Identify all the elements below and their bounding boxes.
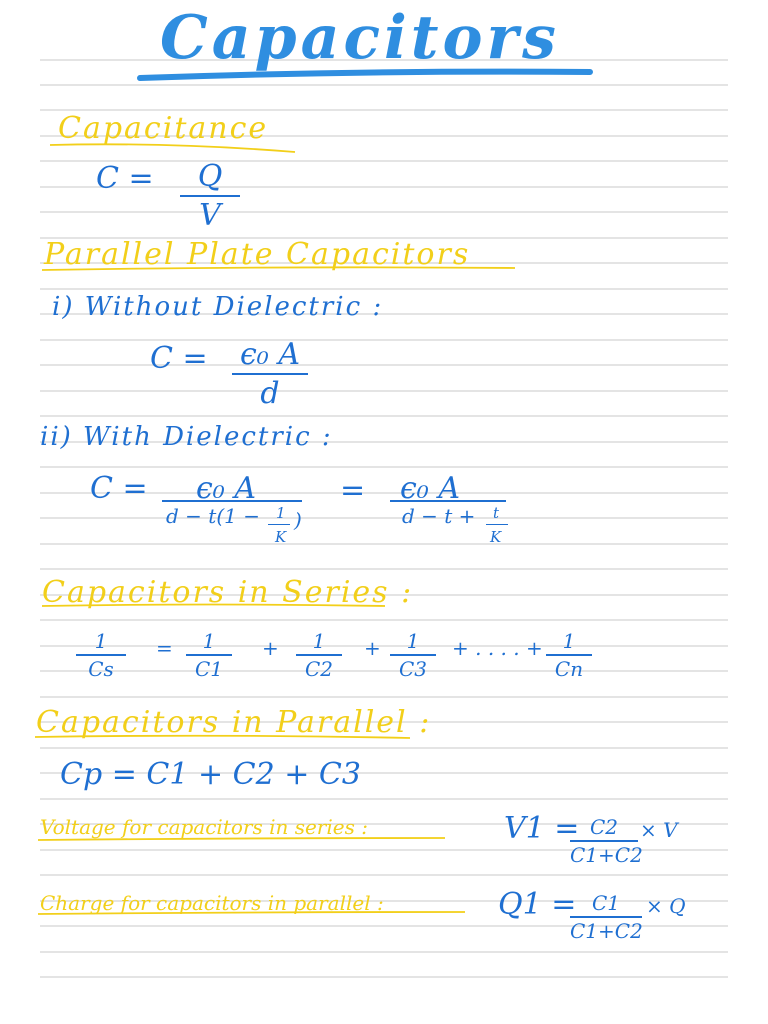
- with-fraction-bar-2: [390, 500, 506, 502]
- capacitance-numerator: Q: [197, 159, 223, 194]
- charge-rhs: × Q: [646, 894, 686, 918]
- series-term-denominator: C1: [194, 657, 224, 681]
- voltage-fraction: [570, 815, 643, 867]
- page-title: Capacitors: [160, 3, 560, 73]
- fraction-bar: [232, 373, 308, 375]
- capacitance-denominator: V: [199, 198, 221, 233]
- series-term-c2: [296, 630, 342, 680]
- fraction-bar: [296, 654, 342, 656]
- with-equals-2: =: [340, 473, 366, 508]
- series-term-numerator: 1: [406, 629, 420, 653]
- without-fraction: [232, 338, 308, 410]
- series-op-plus-2: +: [364, 636, 381, 660]
- fraction-bar: [546, 654, 592, 656]
- series-term-denominator: C3: [398, 657, 428, 681]
- fraction-bar: [570, 840, 638, 842]
- charge-lhs: Q1 =: [498, 887, 577, 922]
- parallel-formula: Cp = C1 + C2 + C3: [60, 757, 361, 792]
- series-term-denominator: C2: [304, 657, 334, 681]
- series-term-denominator: Cn: [554, 657, 584, 681]
- series-term-c1: [186, 630, 232, 680]
- with-denominator-2-t: t: [493, 504, 500, 522]
- series-term-numerator: 1: [312, 629, 326, 653]
- capacitance-lhs: C =: [96, 161, 154, 196]
- with-denominator-1-k: K: [275, 528, 287, 546]
- charge-label: Charge for capacitors in parallel :: [40, 891, 384, 915]
- with-denominator-1-one: 1: [276, 504, 286, 522]
- without-denominator: d: [260, 376, 280, 411]
- without-lhs: C =: [150, 341, 208, 376]
- fraction-bar: [570, 916, 642, 918]
- voltage-label: Voltage for capacitors in series :: [40, 815, 368, 839]
- charge-fraction: [570, 892, 642, 942]
- with-lhs: C =: [90, 471, 148, 506]
- charge-denominator: C1+C2: [570, 919, 643, 943]
- with-numerator-2: ϵ₀ A: [400, 471, 461, 506]
- with-inner-fraction-bar: [268, 524, 290, 525]
- with-fraction-bar-1: [162, 500, 302, 502]
- fraction-bar: [186, 654, 232, 656]
- voltage-numerator: C2: [589, 815, 619, 839]
- with-denominator-1-close: ): [294, 508, 302, 532]
- with-denominator-2-k: K: [490, 528, 502, 546]
- series-term-cs: [76, 630, 126, 680]
- series-term-cn: [546, 630, 592, 680]
- voltage-lhs: V1 =: [504, 811, 580, 846]
- charge-numerator: C1: [591, 891, 621, 915]
- with-inner-fraction-bar-2: [486, 524, 508, 525]
- series-term-c3: [390, 630, 436, 680]
- fraction-bar: [180, 195, 240, 197]
- parallel-heading: Capacitors in Parallel :: [36, 705, 432, 740]
- series-term-denominator: Cs: [88, 657, 114, 681]
- fraction-bar: [390, 654, 436, 656]
- fraction-bar: [76, 654, 126, 656]
- capacitance-heading: Capacitance: [58, 111, 269, 146]
- voltage-denominator: C1+C2: [570, 843, 643, 867]
- series-term-numerator: 1: [562, 629, 576, 653]
- parallel-plate-heading: Parallel Plate Capacitors: [44, 237, 471, 272]
- with-dielectric-label: ii) With Dielectric :: [40, 422, 333, 452]
- series-op-ellipsis: + . . . . +: [452, 636, 543, 660]
- capacitance-fraction: [180, 160, 240, 232]
- series-op-plus-1: +: [262, 636, 279, 660]
- without-dielectric-label: i) Without Dielectric :: [52, 292, 384, 322]
- series-term-numerator: 1: [94, 629, 108, 653]
- voltage-rhs: × V: [640, 818, 678, 842]
- series-heading: Capacitors in Series :: [42, 575, 414, 610]
- with-numerator-1: ϵ₀ A: [196, 471, 257, 506]
- without-numerator: ϵ₀ A: [239, 337, 301, 372]
- with-denominator-2-a: d − t +: [402, 504, 476, 528]
- series-op-equals: =: [156, 636, 173, 660]
- series-term-numerator: 1: [202, 629, 216, 653]
- with-denominator-1-a: d − t(1 −: [166, 504, 260, 528]
